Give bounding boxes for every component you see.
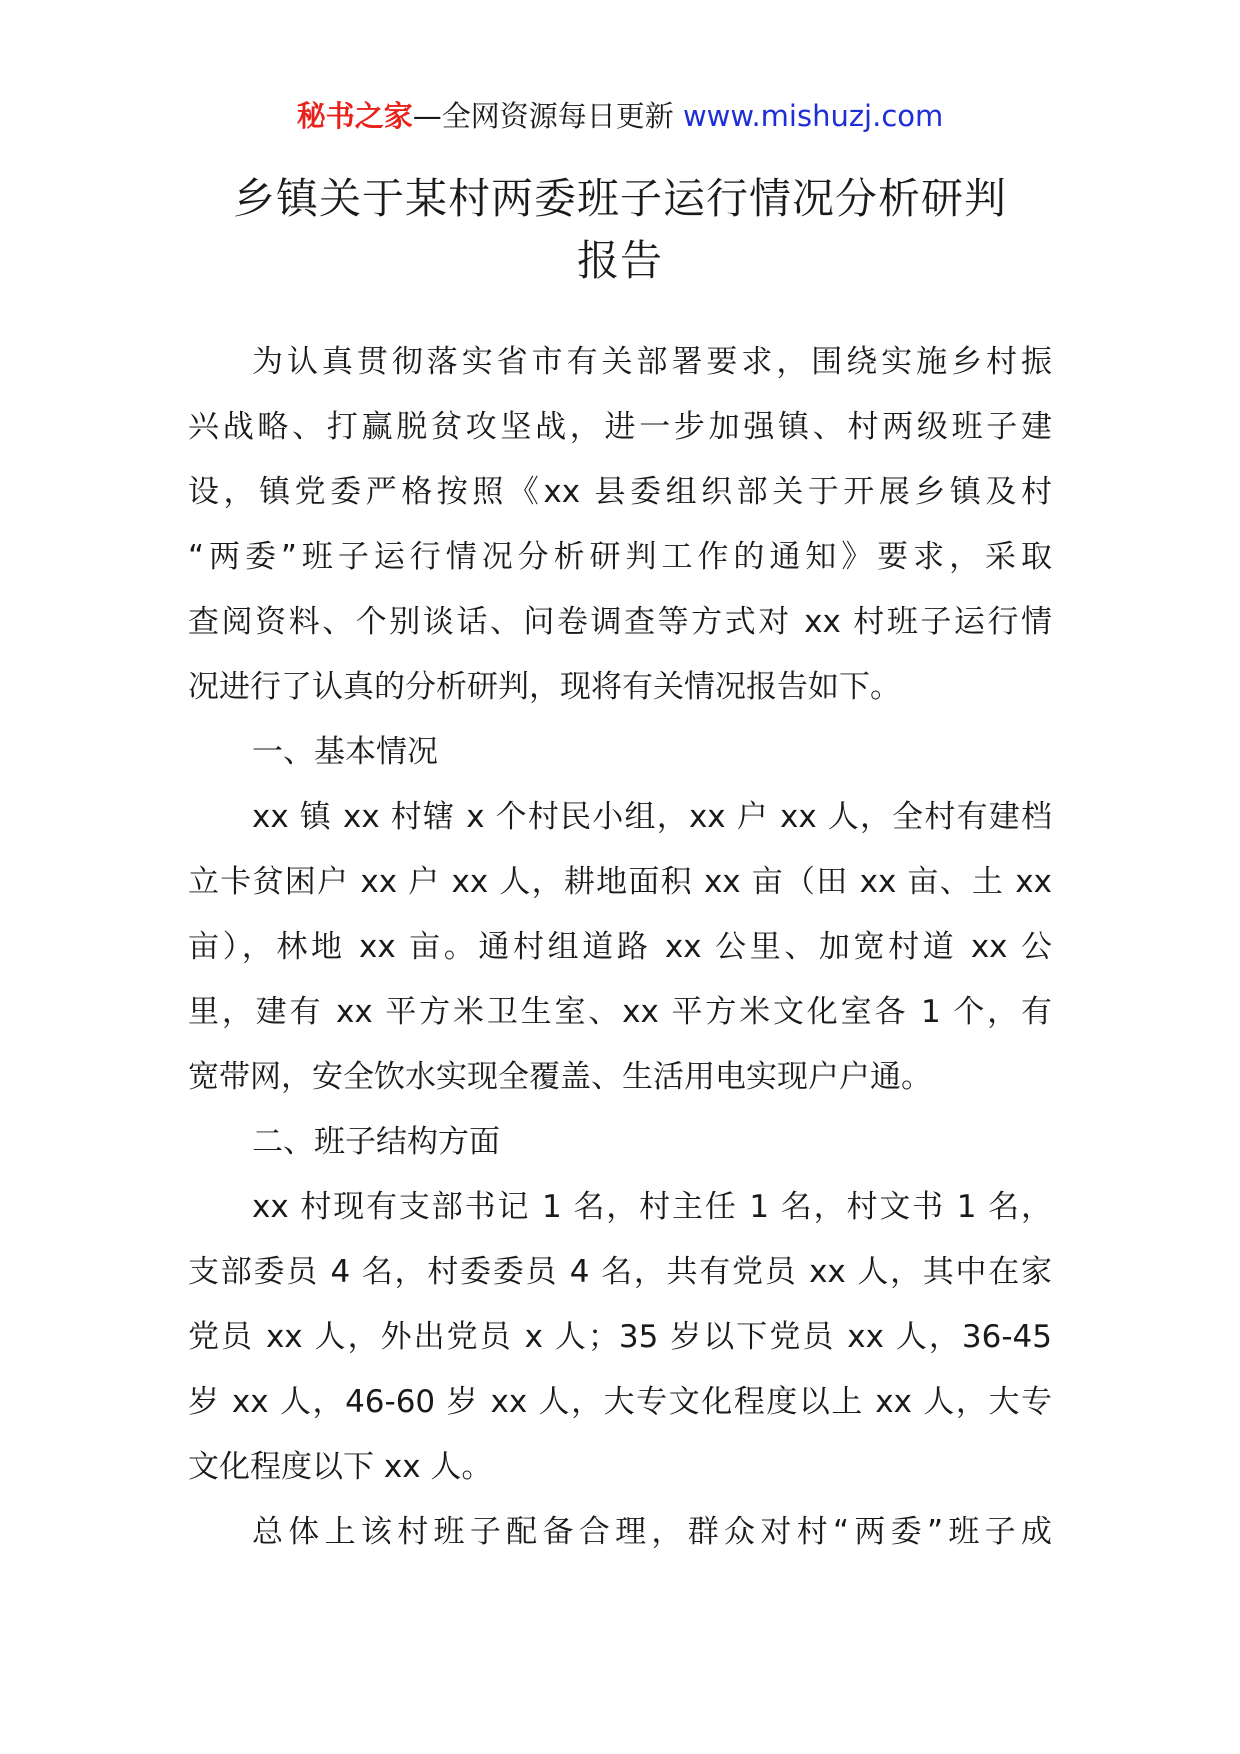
body-text-line: 文化程度以下 xx 人。 — [188, 1449, 493, 1485]
document-title-line-1: 乡镇关于某村两委班子运行情况分析研判 — [232, 174, 1007, 223]
body-text-line: 立卡贫困户 xx 户 xx 人，耕地面积 xx 亩（田 xx 亩、土 xx — [188, 864, 1052, 900]
body-text-line: 党员 xx 人，外出党员 x 人；35 岁以下党员 xx 人，36-45 — [188, 1319, 1052, 1355]
body-text-line: 兴战略、打赢脱贫攻坚战，进一步加强镇、村两级班子建 — [188, 409, 1052, 445]
document-title — [180, 168, 1060, 292]
page-header — [0, 96, 1240, 136]
brand-name: 秘书之家 — [296, 99, 413, 133]
document-body — [188, 330, 1052, 1565]
body-text-line: 况进行了认真的分析研判，现将有关情况报告如下。 — [188, 669, 901, 705]
body-text-line: 亩），林地 xx 亩。通村组道路 xx 公里、加宽村道 xx 公 — [188, 929, 1052, 965]
body-text-line: 总体上该村班子配备合理，群众对村“两委”班子成 — [252, 1514, 1052, 1550]
body-text-line: 二、班子结构方面 — [252, 1124, 500, 1160]
body-text-line: “两委”班子运行情况分析研判工作的通知》要求，采取 — [188, 539, 1052, 575]
body-text-line: xx 村现有支部书记 1 名，村主任 1 名，村文书 1 名， — [252, 1189, 1052, 1225]
header-slogan: —全网资源每日更新 — [412, 99, 683, 133]
body-text-line: 查阅资料、个别谈话、问卷调查等方式对 xx 村班子运行情 — [188, 604, 1052, 640]
body-text-line: 宽带网，安全饮水实现全覆盖、生活用电实现户户通。 — [188, 1059, 932, 1095]
body-text-line: 岁 xx 人，46-60 岁 xx 人，大专文化程度以上 xx 人，大专 — [188, 1384, 1052, 1420]
body-text-line: 一、基本情况 — [252, 734, 438, 770]
body-text-line: xx 镇 xx 村辖 x 个村民小组，xx 户 xx 人，全村有建档 — [252, 799, 1052, 835]
document-title-line-2: 报告 — [576, 236, 663, 285]
body-text-line: 为认真贯彻落实省市有关部署要求，围绕实施乡村振 — [252, 344, 1052, 380]
site-url-link[interactable]: www.mishuzj.com — [682, 99, 944, 133]
body-text-line: 支部委员 4 名，村委委员 4 名，共有党员 xx 人，其中在家 — [188, 1254, 1052, 1290]
body-text-line: 里，建有 xx 平方米卫生室、xx 平方米文化室各 1 个，有 — [188, 994, 1052, 1030]
body-text-line: 设，镇党委严格按照《xx 县委组织部关于开展乡镇及村 — [188, 474, 1052, 510]
